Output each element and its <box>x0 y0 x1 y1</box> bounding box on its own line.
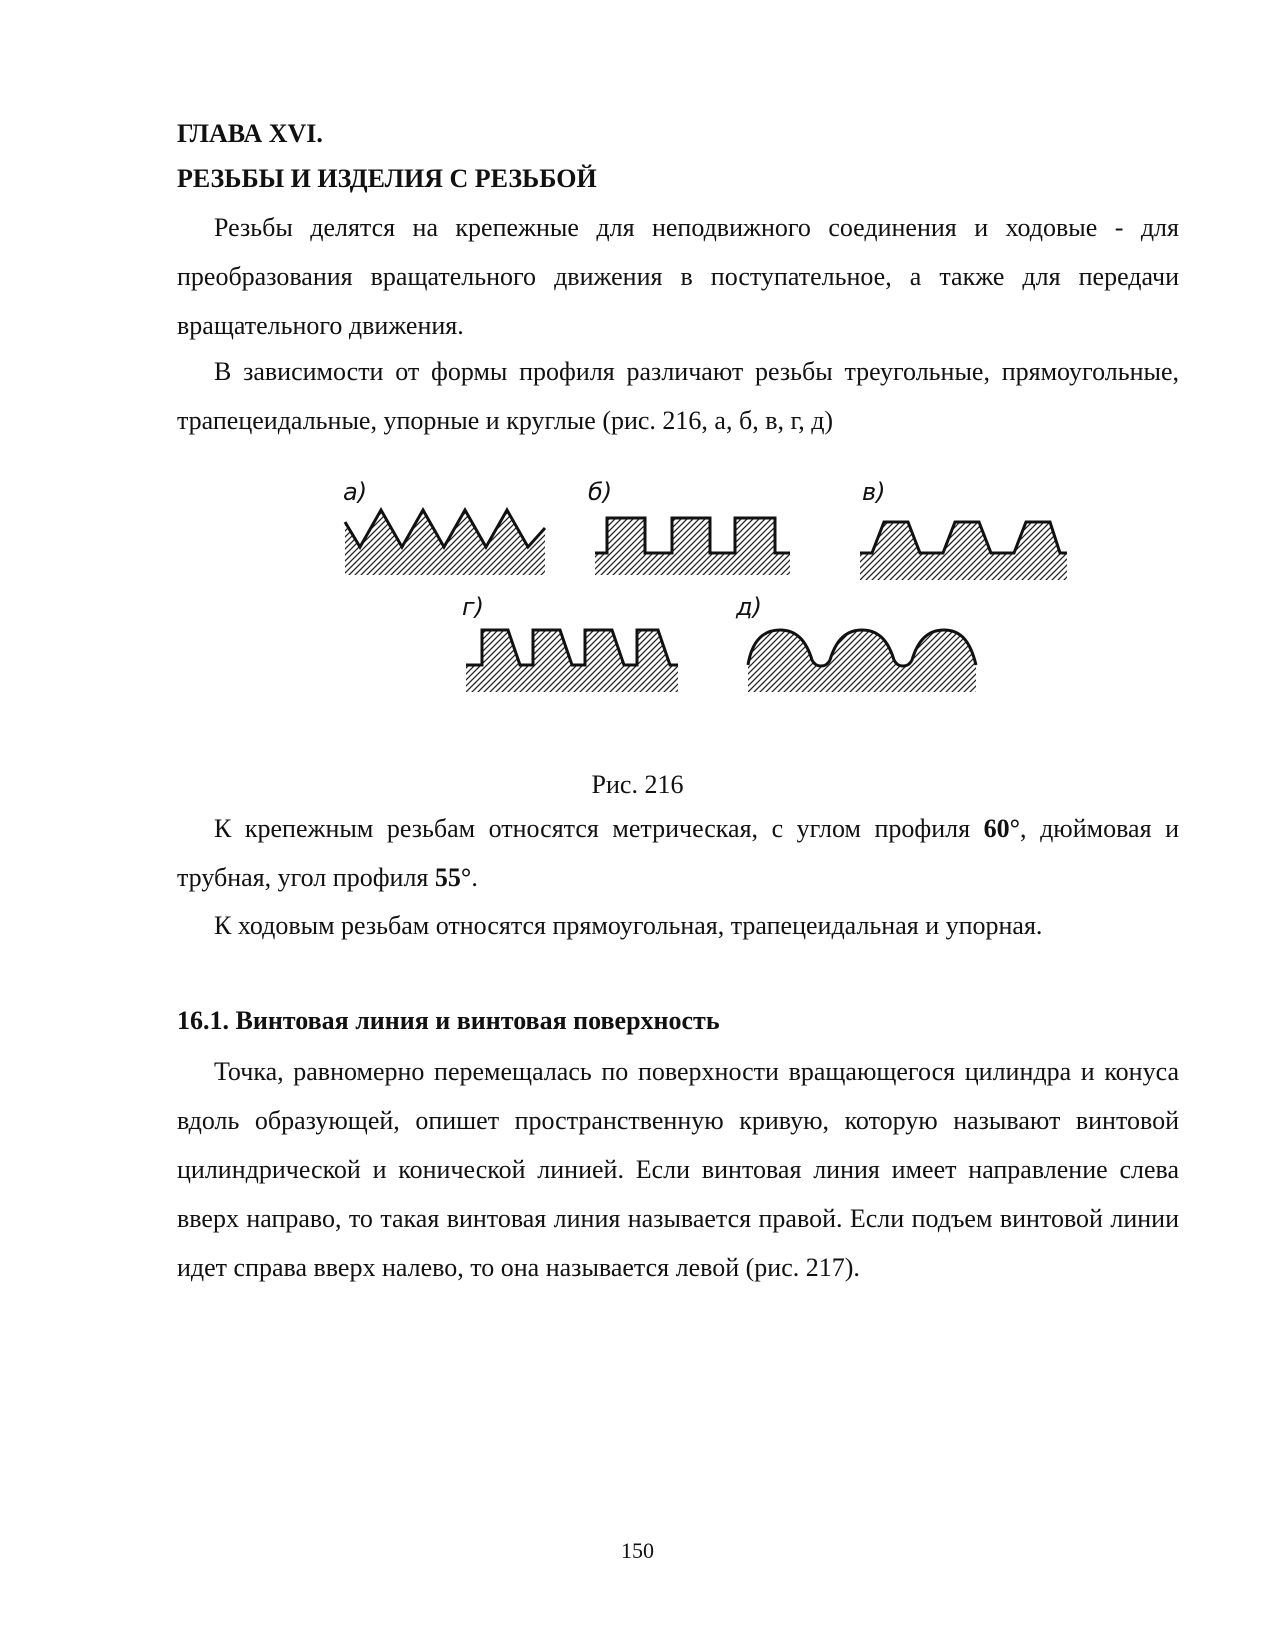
chapter-title: РЕЗЬБЫ И ИЗДЕЛИЯ С РЕЗЬБОЙ <box>177 164 597 193</box>
page-number: 150 <box>621 1538 654 1563</box>
paragraph-intro: Резьбы делятся на крепежные для неподвижного соединения и ходовые - для преобразования вращательного движения в поступательное, а также для передачи вращательного движения. <box>177 213 1179 340</box>
thread-profiles-figure <box>0 0 1275 700</box>
text-fragment: , дюймовая и трубная, угол профиля <box>177 814 1179 892</box>
paragraph-profiles: В зависимости от формы профиля различают резьбы треугольные, прямоугольные, трапецеидальные, упорные и круглые (рис. 216, а, б, в, г, д) <box>177 357 1179 435</box>
angle-55: 55° <box>434 863 472 892</box>
label-a: а) <box>343 478 368 506</box>
label-v: в) <box>862 478 886 506</box>
section-title: 16.1. Винтовая линия и винтовая поверхность <box>177 1006 720 1035</box>
profile-rectangular <box>595 518 790 575</box>
figure-caption: Рис. 216 <box>591 770 684 799</box>
text-fragment: . <box>471 863 478 892</box>
paragraph-helix: Точка, равномерно перемещалась по поверхности вращающегося цилиндра и конуса вдоль образующей, опишет пространственную кривую, которую называют винтовой цилиндрической и конической линией. Если винтовая линия имеет направление слева вверх направо, то такая винтовая линия называется правой. Если подъем винтовой линии идет справа вверх налево, то она называется левой (рис. 217). <box>177 1057 1179 1282</box>
label-g: г) <box>462 593 484 621</box>
label-d: д) <box>736 593 762 621</box>
profile-trapezoidal <box>860 522 1067 580</box>
chapter-number: ГЛАВА XVI. <box>177 119 323 148</box>
angle-60: 60° <box>983 814 1021 843</box>
text-fragment: К крепежным резьбам относятся метрическая, с углом профиля <box>214 814 984 843</box>
paragraph-fastening <box>177 804 1179 902</box>
profile-buttress <box>466 630 678 692</box>
paragraph-running: К ходовым резьбам относятся прямоугольная, трапецеидальная и упорная. <box>214 911 1043 940</box>
profile-round <box>748 630 976 692</box>
profile-triangular <box>345 510 545 575</box>
label-b: б) <box>588 478 613 506</box>
